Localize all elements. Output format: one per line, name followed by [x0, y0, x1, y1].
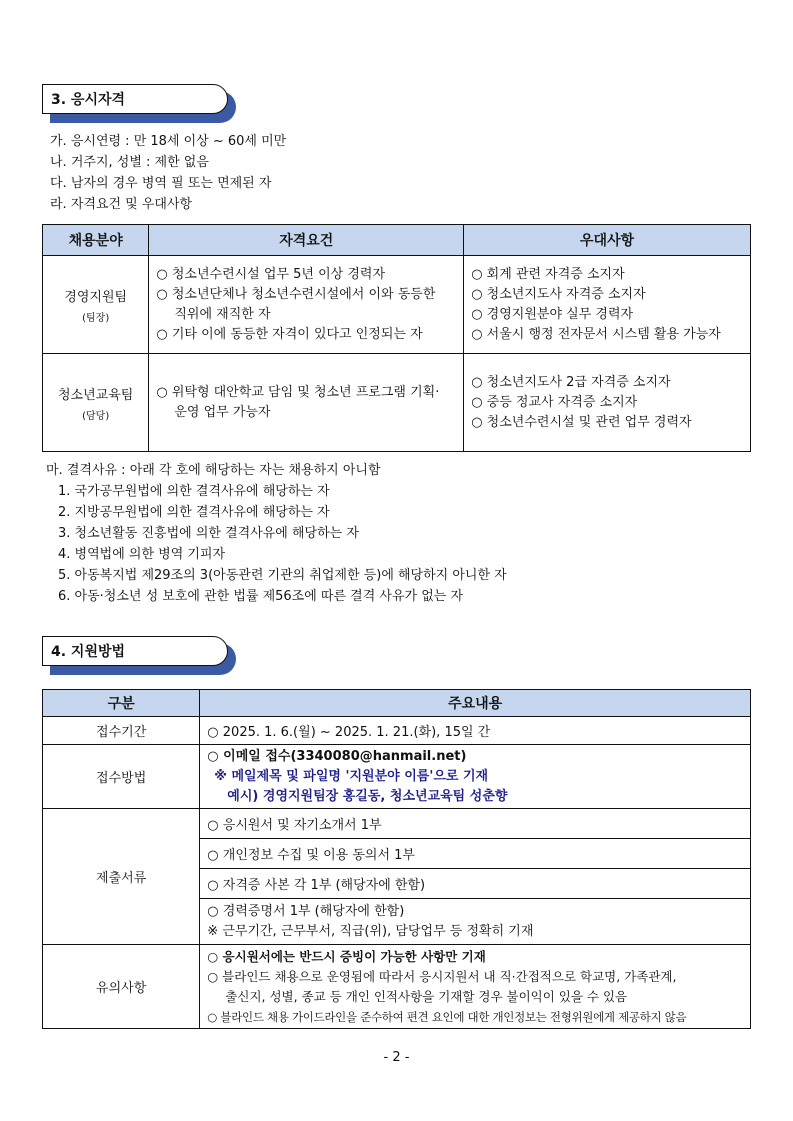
disqualification-item: 6. 아동·청소년 성 보호에 관한 법률 제56조에 따른 결격 사유가 없는 자 — [58, 589, 464, 604]
eligibility-list — [50, 131, 286, 215]
note-item: ○ 블라인드 채용으로 운영됨에 따라서 응시지원서 내 직·간접적으로 학교명, 가족관계, — [207, 968, 677, 984]
eligibility-item: 가. 응시연령 : 만 18세 이상 ~ 60세 미만 — [50, 134, 287, 149]
preference-cell — [464, 256, 751, 354]
requirements-cell — [149, 256, 464, 354]
col-header-requirements: 자격요건 — [149, 225, 464, 256]
docs-label: 제출서류 — [43, 809, 200, 945]
note-item: ○ 응시원서에는 반드시 증빙이 가능한 사항만 기재 — [207, 948, 486, 964]
section-3-title: 3. 응시자격 — [42, 84, 228, 114]
requirement-item: ○ 청소년단체나 청소년수련시설에서 이와 동등한 — [156, 286, 436, 302]
preference-item: ○ 청소년수련시설 및 관련 업무 경력자 — [471, 414, 692, 430]
table-row — [43, 256, 751, 354]
table-row — [43, 745, 751, 809]
preference-item: ○ 회계 관련 자격증 소지자 — [471, 266, 625, 282]
qualification-table — [42, 224, 751, 452]
requirement-item: ○ 청소년수련시설 업무 5년 이상 경력자 — [156, 266, 386, 282]
field-name: 청소년교육팀 — [58, 387, 134, 403]
eligibility-item: 라. 자격요건 및 우대사항 — [50, 197, 193, 212]
table-row — [43, 809, 751, 839]
application-table — [42, 689, 751, 1029]
method-label: 접수방법 — [43, 745, 200, 809]
notes-label: 유의사항 — [43, 945, 200, 1029]
page-number: - 2 - — [383, 1050, 410, 1065]
disqualification-item: 4. 병역법에 의한 병역 기피자 — [58, 547, 226, 562]
col-header-field: 채용분야 — [43, 225, 149, 256]
doc-item: ○ 개인정보 수집 및 이용 동의서 1부 — [200, 839, 751, 869]
method-email: ○ 이메일 접수(3340080@hanmail.net) — [207, 748, 467, 764]
field-rank: (팀장) — [82, 312, 110, 324]
notes-cell — [200, 945, 751, 1029]
section-3-header — [42, 84, 230, 116]
field-cell — [43, 256, 149, 354]
disqualification-title: 마. 결격사유 : 아래 각 호에 해당하는 자는 채용하지 아니함 — [46, 463, 381, 478]
disqualification-item: 3. 청소년활동 진흥법에 의한 결격사유에 해당하는 자 — [58, 526, 359, 541]
period-value: ○ 2025. 1. 6.(월) ~ 2025. 1. 21.(화), 15일 간 — [200, 717, 751, 745]
preference-item: ○ 청소년지도사 자격증 소지자 — [471, 286, 646, 302]
disqualification-list — [46, 460, 507, 607]
preference-cell — [464, 354, 751, 452]
disqualification-item: 1. 국가공무원법에 의한 결격사유에 해당하는 자 — [58, 484, 330, 499]
col-header-content: 주요내용 — [200, 690, 751, 717]
preference-item: ○ 중등 정교사 자격증 소지자 — [471, 394, 638, 410]
doc-item: ○ 자격증 사본 각 1부 (해당자에 한함) — [200, 869, 751, 899]
requirement-item: ○ 기타 이에 동등한 자격이 있다고 인정되는 자 — [156, 326, 423, 342]
section-4-header — [42, 636, 230, 668]
requirement-item: 직위에 재직한 자 — [174, 306, 271, 322]
method-note: ※ 메일제목 및 파일명 '지원분야 이름'으로 기재 — [214, 768, 489, 784]
disqualification-item: 5. 아동복지법 제29조의 3(아동관련 기관의 취업제한 등)에 해당하지 아니한 자 — [58, 568, 507, 583]
field-rank: (담당) — [82, 410, 110, 422]
preference-item: ○ 서울시 행정 전자문서 시스템 활용 가능자 — [471, 326, 721, 342]
doc-item: ○ 경력증명서 1부 (해당자에 한함) — [207, 903, 405, 919]
preference-item: ○ 청소년지도사 2급 자격증 소지자 — [471, 374, 671, 390]
eligibility-item: 다. 남자의 경우 병역 필 또는 면제된 자 — [50, 176, 272, 191]
table-row — [43, 354, 751, 452]
table-row — [43, 717, 751, 745]
method-example: 예시) 경영지원팀장 홍길동, 청소년교육팀 성춘향 — [227, 788, 508, 804]
eligibility-item: 나. 거주지, 성별 : 제한 없음 — [50, 155, 209, 170]
field-cell — [43, 354, 149, 452]
method-cell — [200, 745, 751, 809]
requirement-item: 운영 업무 가능자 — [174, 404, 271, 420]
col-header-preference: 우대사항 — [464, 225, 751, 256]
disqualification-item: 2. 지방공무원법에 의한 결격사유에 해당하는 자 — [58, 505, 330, 520]
requirement-item: ○ 위탁형 대안학교 담임 및 청소년 프로그램 기획· — [156, 384, 440, 400]
field-name: 경영지원팀 — [64, 289, 128, 305]
section-4-title: 4. 지원방법 — [42, 636, 228, 666]
period-label: 접수기간 — [43, 717, 200, 745]
col-header-category: 구분 — [43, 690, 200, 717]
doc-note: ※ 근무기간, 근무부서, 직급(위), 담당업무 등 정확히 기재 — [207, 923, 534, 939]
table-row — [43, 945, 751, 1029]
requirements-cell — [149, 354, 464, 452]
note-item: 출신지, 성별, 종교 등 개인 인적사항을 기재할 경우 불이익이 있을 수 있음 — [225, 988, 628, 1004]
doc-item-cell — [200, 899, 751, 945]
doc-item: ○ 응시원서 및 자기소개서 1부 — [200, 809, 751, 839]
preference-item: ○ 경영지원분야 실무 경력자 — [471, 306, 634, 322]
note-item: ○ 블라인드 채용 가이드라인을 준수하여 편견 요인에 대한 개인정보는 전형위원에게 제공하지 않음 — [207, 1009, 687, 1024]
